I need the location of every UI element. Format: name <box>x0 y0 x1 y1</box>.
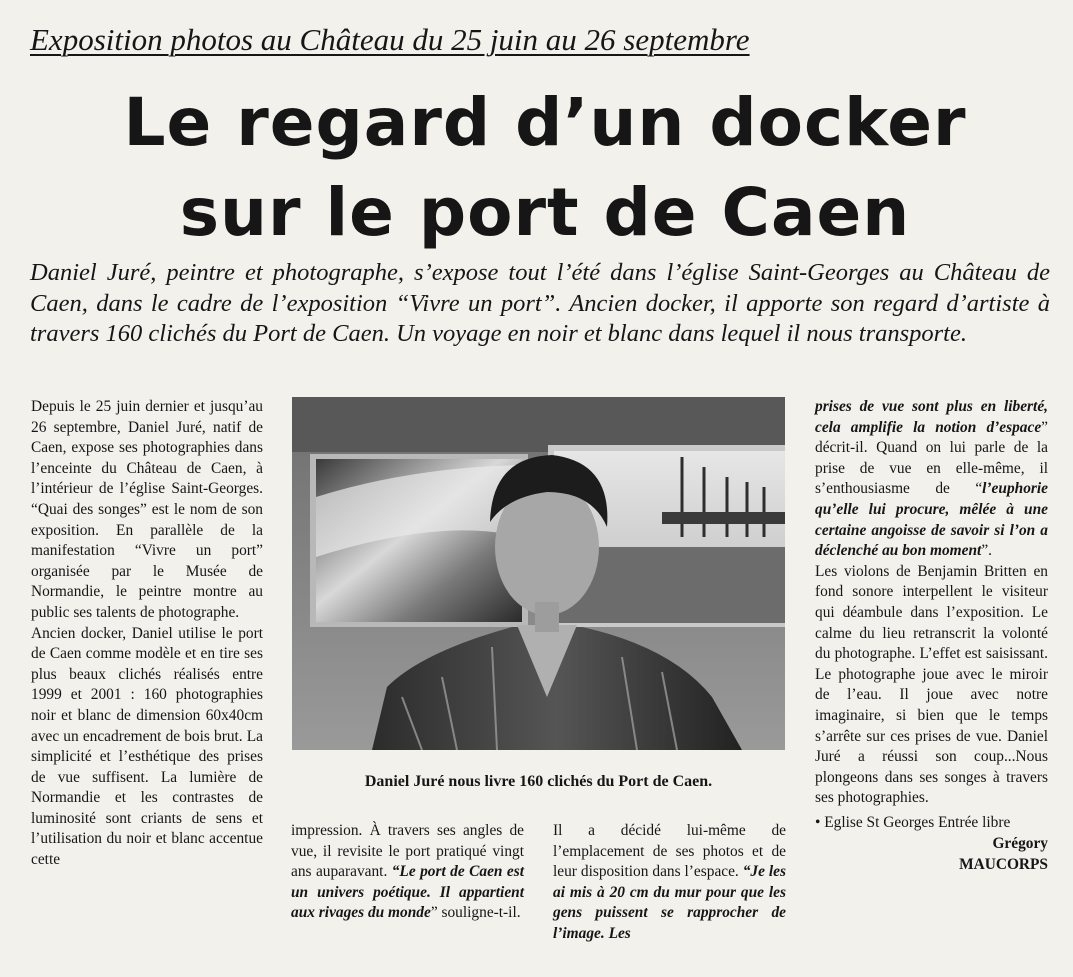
column-4 <box>815 397 1048 875</box>
column-2-text: impression. À travers ses angles de vue, il revisite le port pratiqué vingt ans auparavant. <box>291 822 524 881</box>
column-4-quote-1: prises de vue sont plus en liberté, cela amplifie la notion d’espace <box>815 398 1048 436</box>
column-1-paragraph-2: Ancien docker, Daniel utilise le port de Caen comme modèle et en tire ses plus beaux clichés réalisés entre 1999 et 2001 : 160 photographies noir et blanc de dimension 60x40cm avec un encadrement de bois brut. La simplicité et l’esthétique des prises de vue suffisent. La lumière de Normandie et les contrastes de luminosité sont criants de sens et l’utilisation du noir et blanc accentue cette <box>31 624 263 869</box>
column-2-tail: ” souligne-t-il. <box>430 904 521 922</box>
column-3-quote: “Je les ai mis à 20 cm du mur pour que les gens puissent se rapprocher de l’image. Les <box>553 863 786 942</box>
column-4-paragraph-2: Les violons de Benjamin Britten en fond sonore interpellent le visiteur qui déambule dans l’exposition. Le calme du lieu retranscrit la volonté du photographe. L’effet est saisissant. Le photographe joue avec le miroir de l’eau. Il joue avec notre imaginaire, si bien que le temps s’arrête sur ces prises de vue. Daniel Juré a réussi son coup...Nous plongeons dans ses songes à travers ses photographies. <box>815 562 1048 807</box>
lede: Daniel Juré, peintre et photographe, s’expose tout l’été dans l’église Saint-Georges au Château de Caen, dans le cadre de l’exposition “Vivre un port”. Ancien docker, il apporte son regard d’artiste à travers 160 clichés du Port de Caen. Un voyage en noir et blanc dans lequel il nous transporte. <box>30 259 1050 347</box>
photo-caption: Daniel Juré nous livre 160 clichés du Port de Caen. <box>364 773 713 790</box>
column-4-quote-2: l’euphorie qu’elle lui procure, mêlée à une certaine angoisse de savoir si l’on a déclenché au bon moment <box>815 480 1048 560</box>
author-first-name: Grégory <box>992 835 1048 853</box>
column-1 <box>31 397 263 871</box>
column-3-text: Il a décidé lui-même de l’emplacement de ses photos et de leur disposition dans l’espace. <box>553 822 786 881</box>
column-4-text-1: ” décrit-il. Quand on lui parle de la prise de vue en elle-même, il s’enthousiasme de “ <box>815 418 1048 498</box>
headline <box>60 78 1030 258</box>
byline <box>815 833 1048 875</box>
article-photo <box>292 397 785 750</box>
column-2-quote: “Le port de Caen est un univers poétique. Il appartient aux rivages du monde <box>291 863 524 922</box>
column-4-text-2: ”. <box>981 542 992 560</box>
column-2 <box>291 821 524 924</box>
column-1-paragraph-1: Depuis le 25 juin dernier et jusqu’au 26 septembre, Daniel Juré, natif de Caen, expose ses photographies dans l’enceinte du Château de Caen, à l’intérieur de l’église Saint-Georges. “Quai des songes” est le nom de son exposition. En parallèle de la manifestation “Vivre un port” organisée par le Musée de Normandie, le peintre montre au public ses talents de photographe. <box>31 398 263 621</box>
headline-line-2: sur le port de Caen <box>179 174 911 251</box>
kicker: Exposition photos au Château du 25 juin au 26 septembre <box>30 22 750 57</box>
headline-line-1: Le regard d’un docker <box>123 84 967 161</box>
column-3 <box>553 821 786 945</box>
author-last-name: MAUCORPS <box>959 856 1048 874</box>
venue-info: • Eglise St Georges Entrée libre <box>815 813 1011 831</box>
